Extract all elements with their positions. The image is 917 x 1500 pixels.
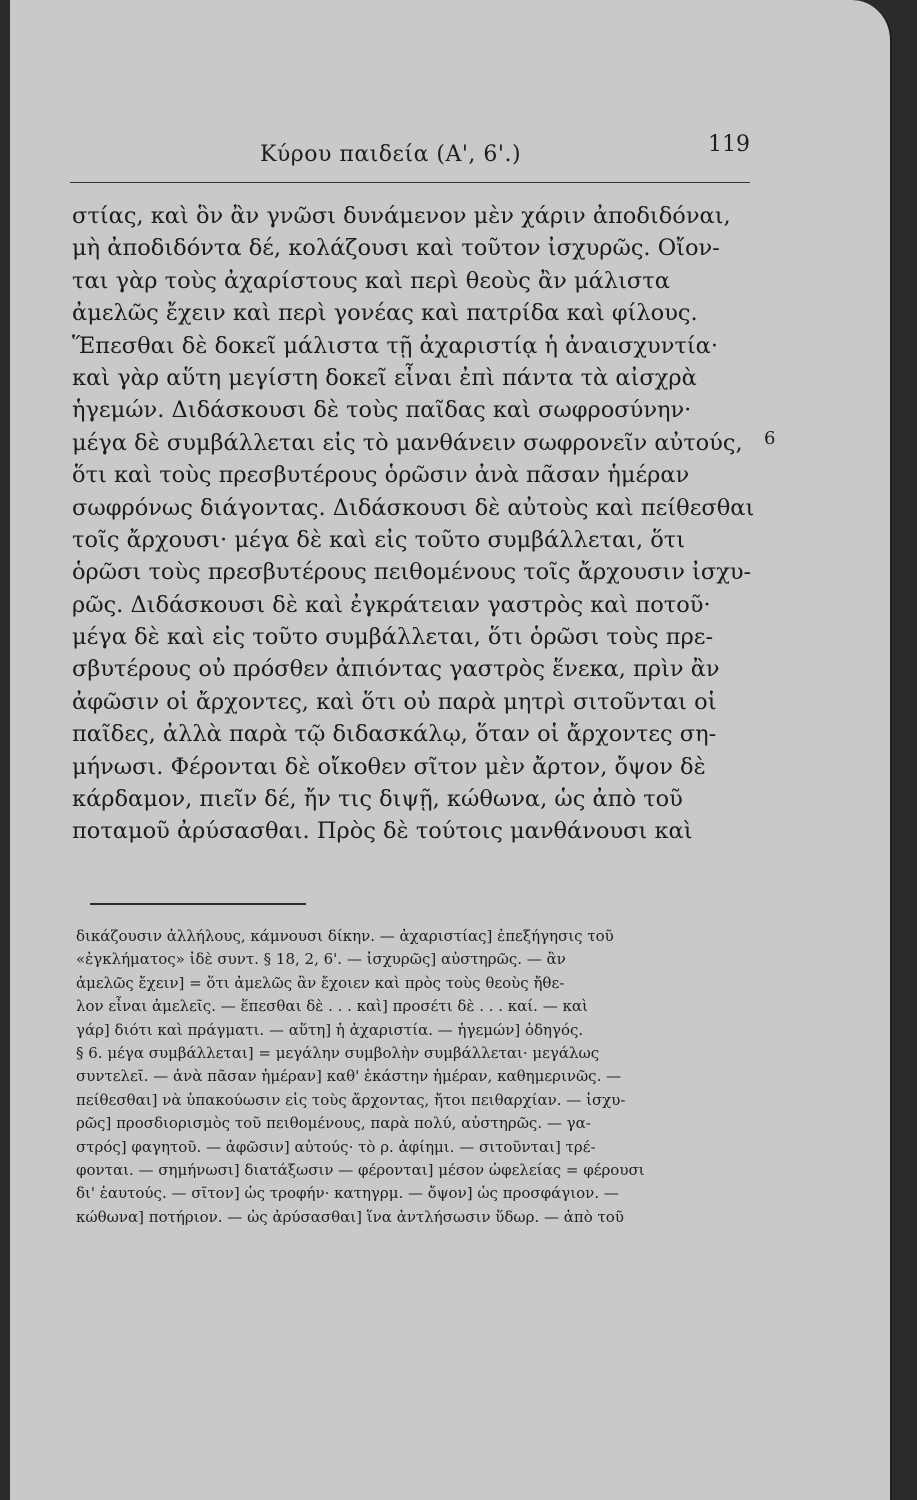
page-number: 119 (708, 132, 750, 157)
text-line: ται γὰρ τοὺς ἀχαρίστους καὶ περὶ θεοὺς ἂν μάλιστα (72, 267, 670, 294)
section-margin-number: 6 (764, 428, 776, 449)
text-line: καὶ γὰρ αὕτη μεγίστη δοκεῖ εἶναι ἐπὶ πάντα τὰ αἰσχρὰ (72, 364, 697, 391)
book-page (10, 0, 892, 1500)
text-line: σβυτέρους οὐ πρόσθεν ἀπιόντας γαστρὸς ἕνεκα, πρὶν ἂν (72, 656, 720, 683)
note-line: πείθεσθαι] νὰ ὑπακούωσιν εἰς τοὺς ἄρχοντας, ἤτοι πειθαρχίαν. — ἰσχυ- (76, 1090, 626, 1109)
main-text (72, 200, 772, 848)
text-line: τοῖς ἄρχουσι· μέγα δὲ καὶ εἰς τοῦτο συμβάλλεται, ὅτι (72, 526, 686, 553)
text-line: ἀφῶσιν οἱ ἄρχοντες, καὶ ὅτι οὐ παρὰ μητρὶ σιτοῦνται οἱ (72, 688, 717, 715)
page-header (70, 132, 750, 183)
note-line: δι' ἑαυτούς. — σῖτον] ὡς τροφήν· κατηγρμ. — ὄψον] ὡς προσφάγιον. — (76, 1184, 619, 1203)
text-line: σωφρόνως διάγοντας. Διδάσκουσι δὲ αὐτοὺς καὶ πείθεσθαι (72, 494, 755, 521)
text-line: ὅτι καὶ τοὺς πρεσβυτέρους ὁρῶσιν ἀνὰ πᾶσαν ἡμέραν (72, 462, 690, 489)
footnote-divider (90, 903, 306, 905)
text-line: Ἕπεσθαι δὲ δοκεῖ μάλιστα τῇ ἀχαριστίᾳ ἡ ἀναισχυντία· (72, 332, 719, 359)
text-line: στίας, καὶ ὃν ἂν γνῶσι δυνάμενον μὲν χάριν ἀποδιδόναι, (72, 203, 731, 229)
note-line: γάρ] διότι καὶ πράγματι. — αὕτη] ἡ ἀχαριστία. — ἡγεμών] ὁδηγός. (76, 1020, 584, 1039)
text-line: ρῶς. Διδάσκουσι δὲ καὶ ἐγκράτειαν γαστρὸς καὶ ποτοῦ· (72, 591, 711, 618)
text-line: ποταμοῦ ἀρύσασθαι. Πρὸς δὲ τούτοις μανθάνουσι καὶ (72, 818, 693, 845)
footnotes (76, 925, 776, 1229)
running-title: Κύρου παιδεία (Α', 6'.) (260, 142, 522, 167)
text-line: μέγα δὲ καὶ εἰς τοῦτο συμβάλλεται, ὅτι ὁρῶσι τοὺς πρε- (72, 624, 714, 651)
note-line: δικάζουσιν ἀλλήλους, κάμνουσι δίκην. — ἀχαριστίας] ἐπεξήγησις τοῦ (76, 927, 614, 945)
text-line: μέγα δὲ συμβάλλεται εἰς τὸ μανθάνειν σωφρονεῖν αὐτούς, (72, 429, 743, 456)
note-line: ἀμελῶς ἔχειν] = ὅτι ἀμελῶς ἂν ἔχοιεν καὶ πρὸς τοὺς θεοὺς ἤθε- (76, 973, 565, 992)
text-line: μὴ ἀποδιδόντα δέ, κολάζουσι καὶ τοῦτον ἰσχυρῶς. Οἴον- (72, 235, 720, 262)
text-line: παῖδες, ἀλλὰ παρὰ τῷ διδασκάλῳ, ὅταν οἱ ἄρχοντες ση- (72, 721, 717, 748)
text-line: μήνωσι. Φέρονται δὲ οἴκοθεν σῖτον μὲν ἄρτον, ὄψον δὲ (72, 753, 706, 780)
note-line: φονται. — σημήνωσι] διατάξωσιν — φέρονται] μέσον ὠφελείας = φέρουσι (76, 1160, 645, 1179)
note-line: «ἐγκλήματος» ἰδὲ συντ. § 18, 2, 6'. — ἰσχυρῶς] αὐστηρῶς. — ἂν (76, 950, 566, 969)
note-line: § 6. μέγα συμβάλλεται] = μεγάλην συμβολὴν συμβάλλεται· μεγάλως (76, 1043, 600, 1062)
note-line: συντελεῖ. — ἀνὰ πᾶσαν ἡμέραν] καθ' ἑκάστην ἡμέραν, καθημερινῶς. — (76, 1067, 622, 1086)
text-line: ἀμελῶς ἔχειν καὶ περὶ γονέας καὶ πατρίδα καὶ φίλους. (72, 300, 698, 327)
note-line: στρός] φαγητοῦ. — ἀφῶσιν] αὐτούς· τὸ ρ. ἀφίημι. — σιτοῦνται] τρέ- (76, 1137, 596, 1156)
note-line: ρῶς] προσδιορισμὸς τοῦ πειθομένους, παρὰ πολύ, αὐστηρῶς. — γα- (76, 1114, 591, 1133)
text-line: ἡγεμών. Διδάσκουσι δὲ τοὺς παῖδας καὶ σωφροσύνην· (72, 397, 692, 424)
note-line: κώθωνα] ποτήριον. — ὡς ἀρύσασθαι] ἵνα ἀντλήσωσιν ὕδωρ. — ἀπὸ τοῦ (76, 1207, 624, 1226)
note-line: λον εἶναι ἀμελεῖς. — ἕπεσθαι δὲ . . . καὶ] προσέτι δὲ . . . καί. — καὶ (76, 997, 588, 1016)
text-line: κάρδαμον, πιεῖν δέ, ἤν τις διψῇ, κώθωνα, ὡς ἀπὸ τοῦ (72, 786, 683, 813)
text-line: ὁρῶσι τοὺς πρεσβυτέρους πειθομένους τοῖς ἄρχουσιν ἰσχυ- (72, 559, 752, 586)
